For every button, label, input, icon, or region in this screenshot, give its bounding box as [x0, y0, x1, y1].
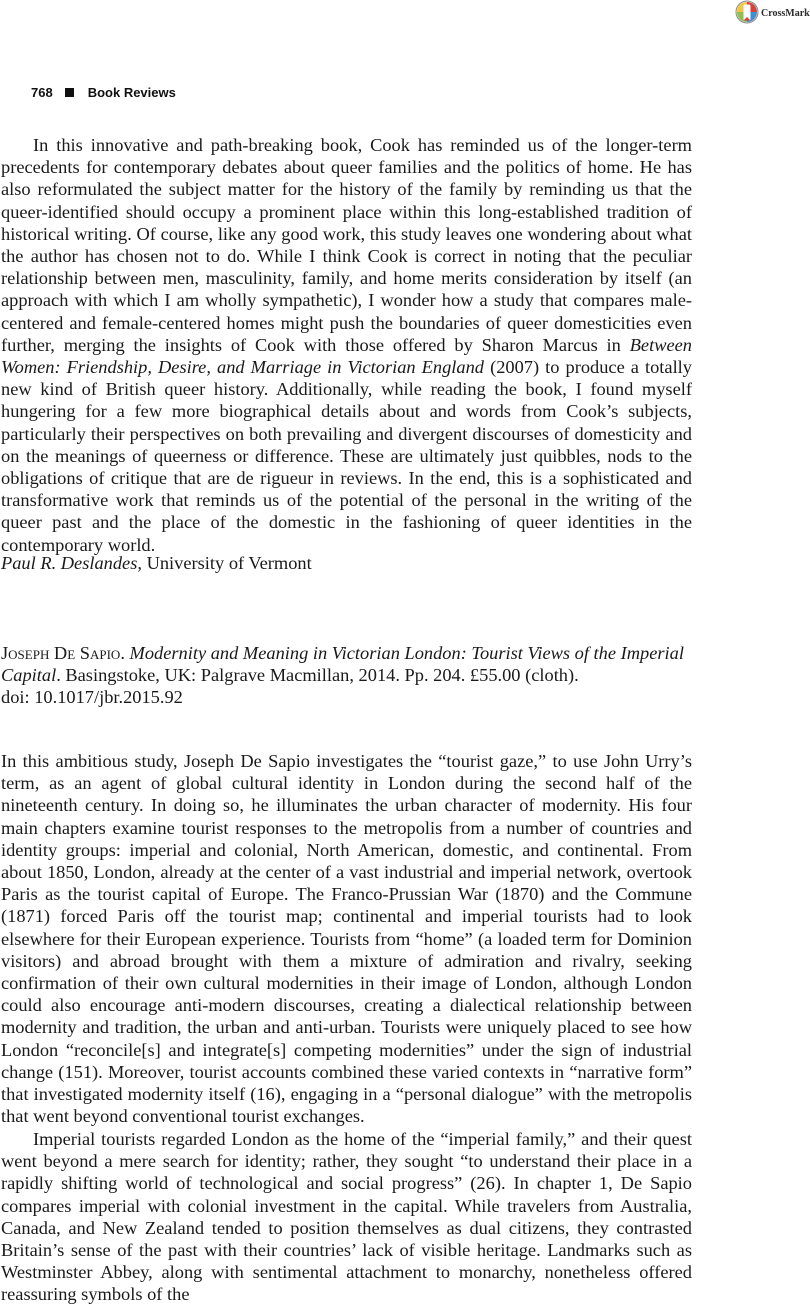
- square-bullet-icon: [65, 88, 74, 97]
- running-head: [31, 85, 176, 100]
- reviewer-signature: [1, 552, 692, 574]
- review-paragraph: Imperial tourists regarded London as the home of the “imperial family,” and their quest went beyond a mere search for identity; rather, they sought “to understand their place in a rapidly shifting world of technological and social progress” (26). In chapter 1, De Sapio compares imperial with colonial investment in the capital. While travelers from Australia, Canada, and New Zealand tended to position themselves as dual citizens, they contrasted Britain’s sense of the past with their countries’ lack of visible heritage. Landmarks such as Westminster Abbey, along with sentimental attachment to monarchy, nonetheless offered reassuring symbols of the: [1, 1129, 692, 1305]
- publication-details: . Basingstoke, UK: Palgrave Macmillan, 2014. Pp. 204. £55.00 (cloth).: [56, 665, 579, 686]
- page-number: 768: [31, 85, 53, 100]
- reviewer-affiliation: University of Vermont: [141, 553, 312, 573]
- book-author: Joseph De Sapio: [1, 643, 121, 663]
- book-title: Modernity and Meaning in Victorian London: Tourist Views of the Imperial Capital: [1, 643, 684, 686]
- cited-book-title: Between Women: Friendship, Desire, and Marriage in Victorian England: [1, 334, 692, 378]
- review-paragraph: In this ambitious study, Joseph De Sapio investigates the “tourist gaze,” to use John Urry’s term, as an agent of global cultural identity in London during the second half of the nineteenth century. In doing so, he illuminates the urban character of modernity. His four main chapters examine tourist responses to the metropolis from a number of countries and identity groups: imperial and colonial, North American, domestic, and continental. From about 1850, London, already at the center of a vast industrial and imperial network, overtook Paris as the tourist capital of Europe. The Franco-Prussian War (1870) and the Commune (1871) forced Paris off the tourist map; continental and imperial tourists had to look elsewhere for their European experience. Tourists from “home” (a loaded term for Dominion visitors) and abroad brought with them a mixture of admiration and rivalry, seeking confirmation of their own cultural modernities in their image of London, although London could also encourage anti-modern discourses, creating a dialectical relationship between modernity and tradition, the urban and anti-urban. Tourists were uniquely placed to see how London “reconcile[s] and integrate[s] competing modernities” under the sign of industrial change (151). Moreover, tourist accounts combined these varied contexts in “narrative form” that investigated modernity itself (16), engaging in a “personal dialogue” with the metropolis that went beyond conventional tourist exchanges.: [1, 751, 692, 1127]
- review-paragraph: [1, 134, 692, 556]
- crossmark-label: CrossMark: [761, 7, 810, 19]
- crossmark-badge[interactable]: [735, 0, 810, 26]
- paragraph-text: In this innovative and path-breaking book, Cook has reminded us of the longer-term precedents for contemporary debates about queer families and the politics of home. He has also reformulated the subject matter for the history of the family by reminding us that the queer-identified should occupy a prominent place within this long-established tradition of historical writing. Of course, like any good work, this study leaves one wondering about what the author has chosen not to do. While I think Cook is correct in noting that the peculiar relationship between men, masculinity, family, and home merits consideration by itself (an approach with which I am wholly sympathetic), I wonder how a study that compares male-centered and female-centered homes might push the boundaries of queer domesticities even further, merging the insights of Cook with those offered by Sharon Marcus in: [1, 135, 692, 355]
- doi[interactable]: doi: 10.1017/jbr.2015.92: [1, 687, 183, 708]
- section-title: Book Reviews: [87, 85, 176, 100]
- crossmark-icon: [735, 0, 759, 26]
- reviewer-name: Paul R. Deslandes,: [1, 553, 142, 573]
- paragraph-text: (2007) to produce a totally new kind of British queer history. Additionally, while reading the book, I found myself hungering for a few more biographical details about and words from Cook’s subjects, particularly their perspectives on both prevailing and divergent discourses of domesticity and on the meanings of queerness or difference. These are ultimately just quibbles, nods to the obligations of critique that are de rigueur in reviews. In the end, this is a sophisticated and transformative work that reminds us of the potential of the personal in the writing of the queer past and the place of the domestic in the fashioning of queer identities in the contemporary world.: [1, 357, 692, 555]
- book-citation: Joseph De Sapio. Modernity and Meaning in Victorian London: Tourist Views of the Imperial Capital. Basingstoke, UK: Palgrave Macmillan, 2014. Pp. 204. £55.00 (cloth). doi: 10.1017/jbr.2015.92: [1, 643, 684, 708]
